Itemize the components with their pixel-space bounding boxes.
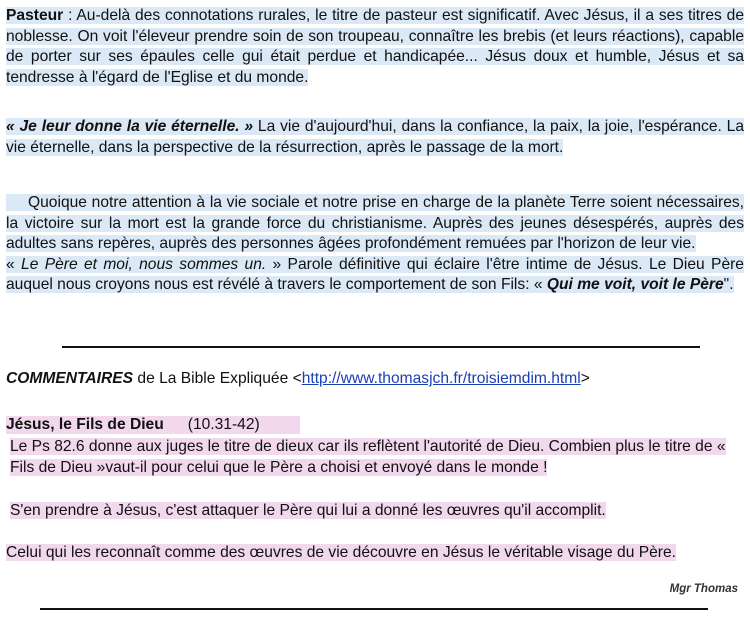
qui-me-voit-quote: Qui me voit, voit le Père <box>546 276 724 293</box>
vie-eternelle-text: La vie d'aujourd'hui, dans la confiance, la paix, la joie, l'espérance. La vie éternelle, dans la perspective de la résurrection, après le passage de la mort. <box>6 118 745 156</box>
pasteur-paragraph <box>6 6 744 88</box>
parole-end: ". <box>723 276 734 293</box>
quote-open: « <box>6 255 22 273</box>
vie-eternelle-paragraph <box>6 117 744 158</box>
passage-p3-text: Celui qui les reconnaît comme des œuvres de vie découvre en Jésus le véritable visage du Père. <box>6 544 677 561</box>
pasteur-text: Au-delà des connotations rurales, le titre de pasteur est significatif. Avec Jésus, il a ses titres de noblesse. On voit l'éleveur prendre soin de son troupeau, connaître les brebis (et leurs réactions), capable de porter sur ses épaules celle gui était perdue et handicapée... Jésus doux et humble, Jésus et sa tendresse à l'égard de l'Eglise et du monde. <box>6 7 744 86</box>
signature: Mgr Thomas <box>669 583 738 595</box>
passage-ref: (10.31-42) <box>187 416 260 433</box>
passage-paragraph-2 <box>6 500 700 521</box>
passage-p2-text: S'en prendre à Jésus, c'est attaquer le Père qui lui a donné les œuvres qu'il accomplit. <box>10 502 606 519</box>
reflection-paragraph <box>6 193 744 296</box>
passage-title-text: Jésus, le Fils de Dieu <box>6 416 164 433</box>
parole-text: Parole définitive qui éclaire l'être intime de Jésus. Le Dieu Père auquel nous croyons nous est révélé à travers le comportement de son Fils: « <box>6 255 744 293</box>
commentaires-end: > <box>580 370 590 387</box>
commentaires-line <box>6 370 590 388</box>
pere-quote: Le Père et moi, nous sommes un. <box>21 255 267 273</box>
quote-close: » <box>266 255 282 273</box>
divider-top <box>62 346 700 348</box>
divider-bottom <box>40 608 708 610</box>
pasteur-label: Pasteur <box>6 7 64 24</box>
passage-paragraph-1 <box>6 436 744 478</box>
passage-title <box>6 416 300 434</box>
pasteur-sep: : <box>63 7 77 24</box>
commentaires-label: COMMENTAIRES <box>6 370 134 387</box>
vie-eternelle-quote: « Je leur donne la vie éternelle. » <box>6 118 254 135</box>
bible-link[interactable]: http://www.thomasjch.fr/troisiemdim.html <box>301 370 581 387</box>
passage-p1-text: Le Ps 82.6 donne aux juges le titre de dieux car ils reflètent l'autorité de Dieu. Combien plus le titre de « Fils de Dieu »vaut-il pour celui que le Père a choisi et envoyé dans le monde ! <box>10 438 726 476</box>
passage-paragraph-3 <box>6 542 744 563</box>
reflection-text: Quoique notre attention à la vie sociale et notre prise en charge de la planète Terre soient nécessaires, la victoire sur la mort est la grande force du christianisme. Auprès des jeunes désespérés, auprès des adultes sans repères, auprès des personnes âgées profondément remuées par l'horizon de leur vie. <box>6 194 744 252</box>
commentaires-text: de La Bible Expliquée < <box>133 370 302 387</box>
